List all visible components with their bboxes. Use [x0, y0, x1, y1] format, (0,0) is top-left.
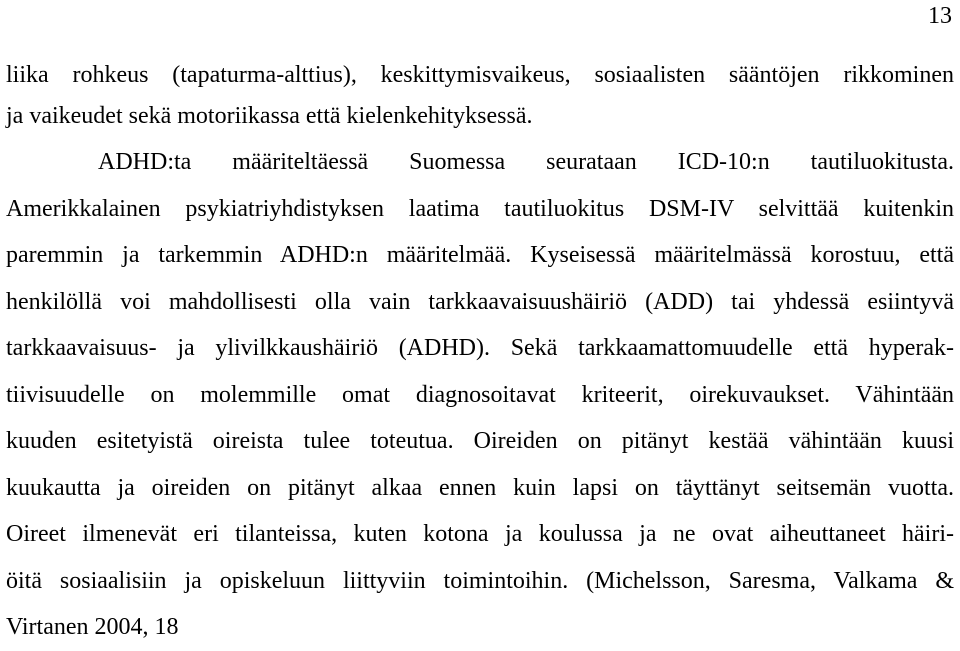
text-line: kuukautta ja oireiden on pitänyt alkaa ennen kuin lapsi on täyttänyt seitsemän vuotta. — [6, 474, 954, 501]
text-line: tiivisuudelle on molemmille omat diagnosoitavat kriteerit, oirekuvaukset. Vähintään — [6, 381, 954, 408]
text-line: ja vaikeudet sekä motoriikassa että kielenkehityksessä. — [6, 103, 533, 129]
text-line: Amerikkalainen psykiatriyhdistyksen laatima tautiluokitus DSM-IV selvittää kuitenkin — [6, 195, 954, 222]
body-text — [6, 57, 954, 651]
page-number: 13 — [928, 3, 952, 29]
text-line: henkilöllä voi mahdollisesti olla vain tarkkaavaisuushäiriö (ADD) tai yhdessä esiintyvä — [6, 288, 954, 315]
text-line: öitä sosiaalisiin ja opiskeluun liittyviin toimintoihin. (Michelsson, Saresma, Valkama & — [6, 567, 954, 594]
text-line: ADHD:ta määriteltäessä Suomessa seurataan ICD-10:n tautiluokitusta. — [98, 149, 954, 175]
text-line: tarkkaavaisuus- ja ylivilkkaushäiriö (ADHD). Sekä tarkkaamattomuudelle että hyperak- — [6, 335, 954, 361]
text-line: kuuden esitetyistä oireista tulee toteutua. Oireiden on pitänyt kestää vähintään kuusi — [6, 428, 954, 454]
text-line: paremmin ja tarkemmin ADHD:n määritelmää. Kyseisessä määritelmässä korostuu, että — [6, 242, 954, 268]
text-line: liika rohkeus (tapaturma-alttius), keskittymisvaikeus, sosiaalisten sääntöjen rikkominen — [6, 62, 954, 88]
paragraph-1 — [6, 57, 954, 139]
text-line: Oireet ilmenevät eri tilanteissa, kuten kotona ja koulussa ja ne ovat aiheuttaneet häiri- — [6, 521, 954, 547]
text-line: Virtanen 2004, 18 — [6, 614, 179, 640]
paragraph-2 — [6, 139, 954, 651]
